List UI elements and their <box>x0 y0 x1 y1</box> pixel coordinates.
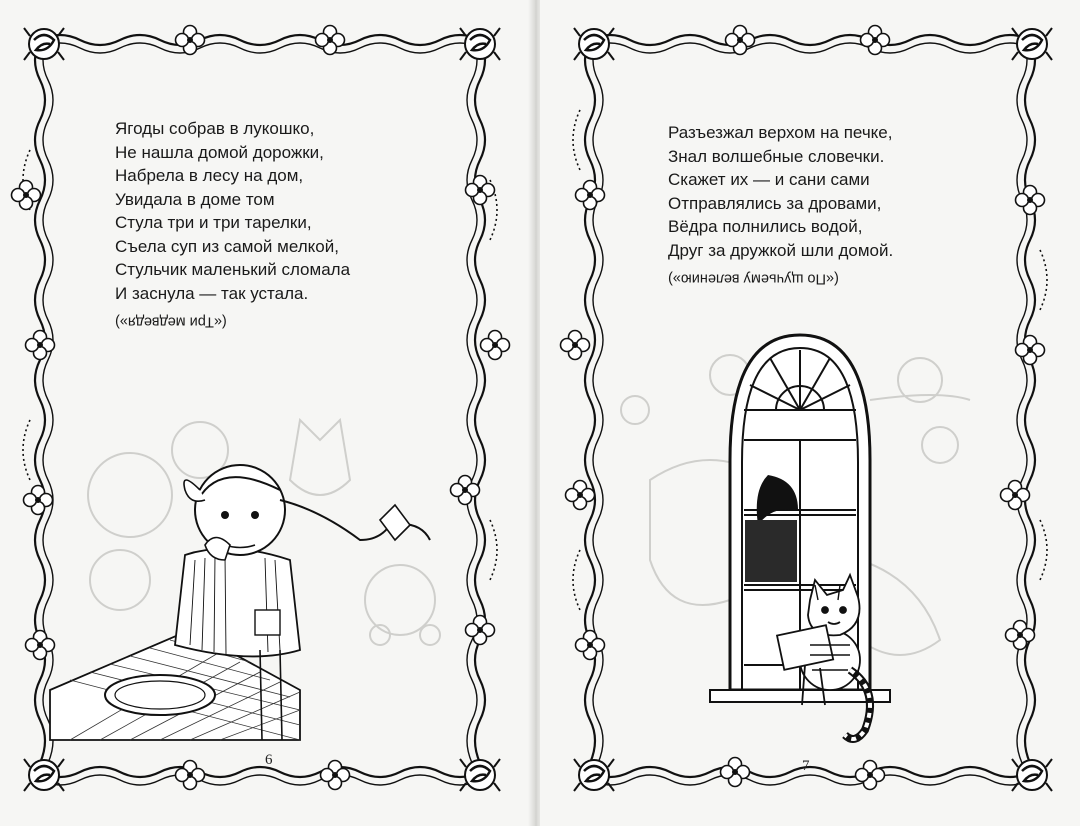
page-number: 7 <box>802 758 810 774</box>
poem-line: Разъезжал верхом на печке, <box>668 123 893 142</box>
poem-line: Отправлялись за дровами, <box>668 193 882 213</box>
poem-line: Стульчик маленький сломала <box>115 260 351 279</box>
left-page <box>0 0 536 826</box>
page-number: 6 <box>265 752 273 768</box>
poem-line: Знал волшебные словечки. <box>668 146 885 166</box>
poem-line: Не нашла домой дорожки, <box>115 142 324 162</box>
poem-line: Стула три и три тарелки, <box>115 213 312 232</box>
poem-line: Скажет их — и сани сами <box>668 170 870 189</box>
poem-line: Вёдра полнились водой, <box>668 217 863 236</box>
poem-line: И заснула — так устала. <box>115 283 309 303</box>
poem-line: Друг за дружкой шли домой. <box>668 240 894 260</box>
poem-line: Съела суп из самой мелкой, <box>115 236 339 256</box>
poem-source-caption: («Три медведя») <box>115 313 227 330</box>
poem-line: Набрела в лесу на дом, <box>115 166 304 185</box>
poem-line: Ягоды собрав в лукошко, <box>115 119 315 138</box>
girl-with-pigtails-illustration <box>0 0 536 826</box>
right-page <box>540 0 1080 826</box>
cat-reading-on-window-illustration <box>540 0 1080 826</box>
poem-line: Увидала в доме том <box>115 189 275 209</box>
poem-source-caption: («По щучьему велению») <box>668 270 839 287</box>
